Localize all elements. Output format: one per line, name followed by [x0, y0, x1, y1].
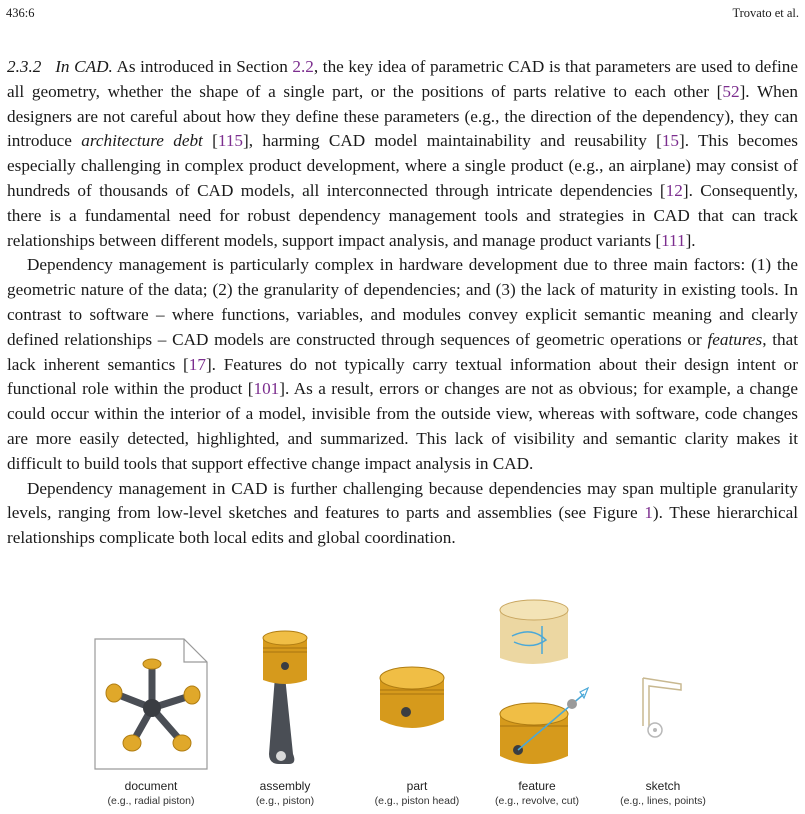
section-link[interactable]: 2.2: [292, 57, 314, 76]
caption-example: (e.g., piston): [255, 795, 315, 807]
section-number: 2.3.2: [7, 57, 42, 76]
citation-link[interactable]: 115: [217, 131, 244, 151]
figure-cad-granularity: [80, 596, 730, 811]
main-text: [7, 55, 798, 551]
emphasis: architecture debt: [81, 131, 203, 151]
caption-label: document: [124, 779, 178, 793]
text-run: ]. This becomes especially challenging in complex product development, where a single product (e.g., an airplane) may consist of hundreds of thousands of CAD models, all interconnected through intricate dependencies [: [7, 131, 798, 200]
caption-label: feature: [518, 779, 556, 793]
citation-link[interactable]: 15: [661, 131, 679, 151]
text-run: Dependency management in CAD is further challenging because dependencies may span multiple granularity levels, ranging from low-level sketches and features to parts and assemblies (see Figure: [7, 478, 798, 523]
text-run: ]. When designers are not careful about how they define these parameters (e.g., the direction of the dependency), they can introduce: [7, 81, 798, 151]
text-run: ].: [685, 230, 696, 250]
caption-label: part: [406, 779, 428, 793]
emphasis: features: [707, 329, 763, 349]
paragraph-3: [7, 477, 798, 551]
caption-example: (e.g., revolve, cut): [494, 795, 580, 807]
text-run: ]. As a result, errors or changes are not as obvious; for example, a change could occur within the interior of a model, invisible from the outside view, whereas with software, code changes are more easily detected, highlighted, and summarized. This lack of visibility and semantic clarity makes it difficult to build tools that support effective change impact analysis in CAD.: [7, 379, 799, 473]
text-run: As introduced in Section: [116, 57, 293, 76]
text-run: ]. Features do not typically carry textual information about their design intent or functional role within the product [: [7, 354, 798, 399]
caption-example: (e.g., radial piston): [107, 795, 195, 807]
sketch-illustration: [635, 674, 695, 754]
section-title: In CAD.: [55, 57, 113, 76]
caption-example: (e.g., lines, points): [620, 795, 706, 807]
citation-link[interactable]: 12: [665, 180, 683, 200]
running-author: Trovato et al.: [732, 6, 799, 20]
text-run: [: [202, 131, 218, 151]
caption-label: sketch: [645, 779, 681, 793]
text-run: , the key idea of parametric CAD is that parameters are used to define all geometry, whether the shape of a single part, or the positions of parts relative to each other [: [7, 57, 798, 101]
citation-link[interactable]: 52: [722, 81, 740, 101]
citation-link[interactable]: 17: [188, 354, 206, 374]
document-icon: [92, 636, 210, 772]
citation-link[interactable]: 111: [661, 230, 686, 250]
caption-part: [352, 779, 482, 808]
document-illustration: [92, 636, 210, 772]
caption-document: [86, 779, 216, 808]
caption-assembly: [220, 779, 350, 808]
running-header: [6, 6, 799, 24]
page-number: 436:6: [6, 6, 35, 20]
piston-assembly-icon: [255, 626, 315, 771]
assembly-illustration: [255, 626, 315, 771]
feature-illustration: [492, 596, 602, 776]
sketch-icon: [635, 674, 695, 754]
caption-sketch: [598, 779, 728, 808]
caption-feature: [472, 779, 602, 808]
paragraph-2: [7, 253, 798, 476]
text-run: ). These hierarchical relationships complicate both local edits and global coordination.: [7, 503, 798, 548]
text-run: ]. Consequently, there is a fundamental need for robust dependency management tools and strategies in CAD that can track relationships between different models, support impact analysis, and manage product variants [: [7, 180, 798, 250]
part-illustration: [372, 656, 452, 746]
text-run: Dependency management is particularly complex in hardware development due to three main factors: (1) the geometric nature of the data; (2) the granularity of dependencies; and (3) the lack of maturity in existing tools. In contrast to software – where functions, variables, and modules convey explicit semantic meaning and clearly defined relationships – CAD models are constructed through sequences of geometric operations or: [7, 255, 798, 349]
paragraph-1: [7, 55, 798, 253]
figure-link[interactable]: 1: [644, 503, 653, 523]
text-run: ], harming CAD model maintainability and reusability [: [243, 131, 662, 151]
caption-label: assembly: [259, 779, 311, 793]
citation-link[interactable]: 101: [253, 379, 280, 399]
caption-example: (e.g., piston head): [374, 795, 460, 807]
revolve-cut-icon: [492, 596, 602, 776]
piston-head-icon: [372, 656, 452, 746]
text-run: , that lack inherent semantics [: [7, 329, 798, 374]
